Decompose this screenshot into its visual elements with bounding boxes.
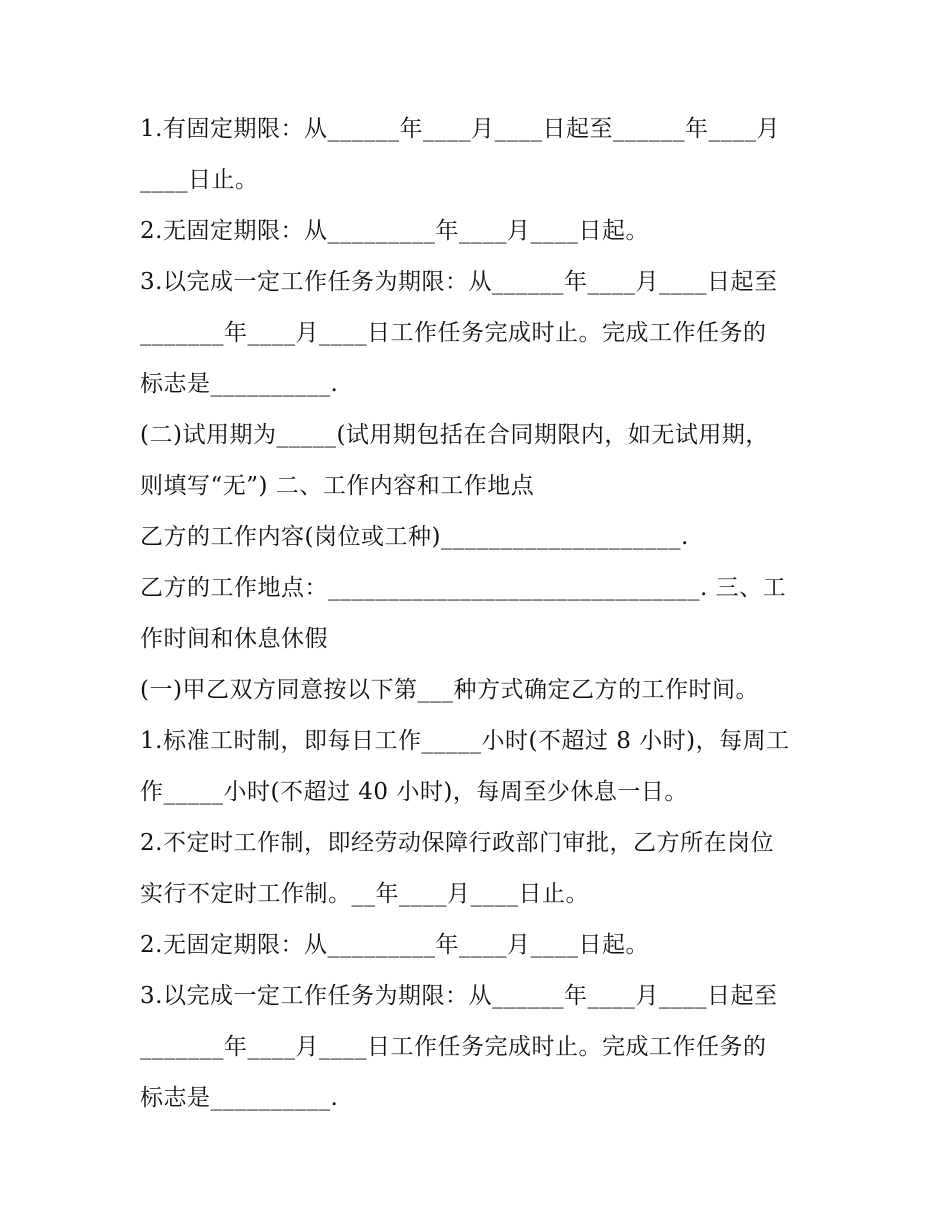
text-line: _______年____月____日工作任务完成时止。完成工作任务的 [140, 1034, 767, 1060]
text-line: 1.有固定期限：从______年____月____日起至______年____月 [140, 116, 780, 142]
text-line: 3.以完成一定工作任务为期限：从______年____月____日起至 [140, 269, 778, 295]
text-line: 1.标准工时制，即每日工作_____小时(不超过 8 小时)，每周工 [140, 728, 790, 754]
text-line: _______年____月____日工作任务完成时止。完成工作任务的 [140, 320, 767, 346]
text-line: 2.无固定期限：从_________年____月____日起。 [140, 218, 649, 244]
text-line: 作时间和休息休假 [140, 626, 328, 652]
text-line: 则填写“无”) 二、工作内容和工作地点 [140, 473, 535, 499]
text-line: 作_____小时(不超过 40 小时)，每周至少休息一日。 [140, 779, 688, 805]
text-line: (一)甲乙双方同意按以下第___种方式确定乙方的工作时间。 [140, 677, 759, 703]
text-line: 2.不定时工作制，即经劳动保障行政部门审批，乙方所在岗位 [140, 830, 774, 856]
text-line: 2.无固定期限：从_________年____月____日起。 [140, 932, 649, 958]
text-line: ____日止。 [140, 167, 259, 193]
text-line: 标志是__________. [140, 1085, 339, 1111]
text-line: 3.以完成一定工作任务为期限：从______年____月____日起至 [140, 983, 778, 1009]
text-line: 实行不定时工作制。__年____月____日止。 [140, 881, 589, 907]
text-line: 标志是__________. [140, 371, 339, 397]
text-line: 乙方的工作地点：_______________________________. 三、工 [140, 575, 787, 601]
text-line: (二)试用期为_____(试用期包括在合同期限内，如无试用期， [140, 422, 769, 448]
text-line: 乙方的工作内容(岗位或工种)____________________. [140, 524, 689, 550]
document-body [140, 104, 820, 1124]
